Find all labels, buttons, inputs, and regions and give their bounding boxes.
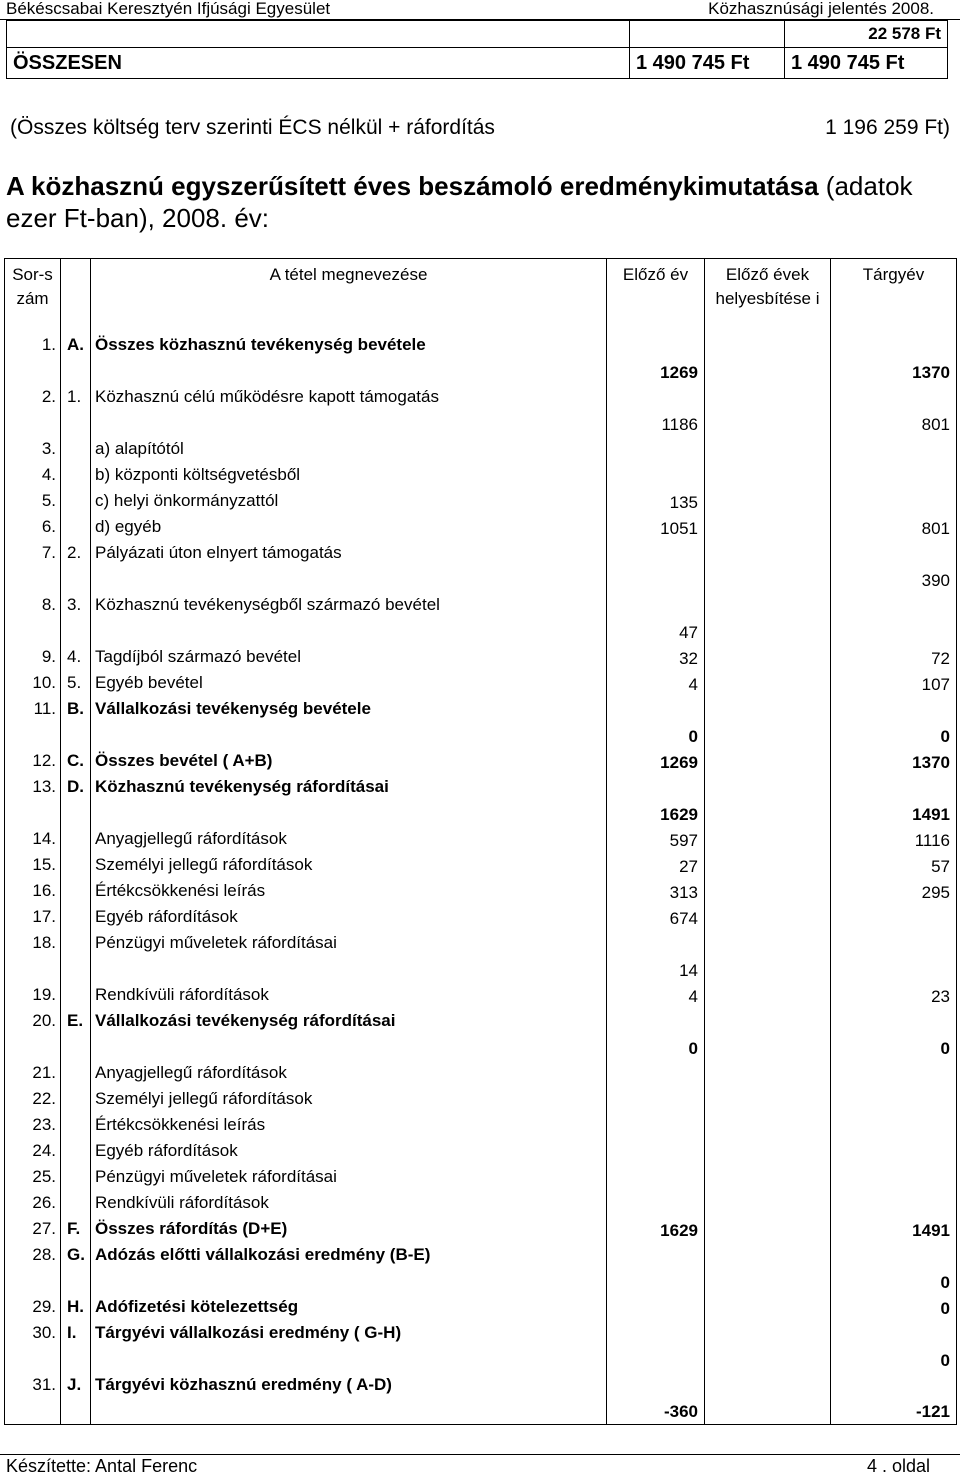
table-row	[5, 385, 957, 437]
table-row	[5, 827, 957, 853]
row-letter: C.	[61, 749, 91, 775]
row-letter: I.	[61, 1321, 91, 1373]
row-correction	[705, 1191, 831, 1217]
row-current-year: 1491	[831, 775, 957, 827]
row-number: 27.	[5, 1217, 61, 1243]
table-row	[5, 983, 957, 1009]
row-current-year	[831, 463, 957, 489]
table-row	[5, 931, 957, 983]
table-row	[5, 1321, 957, 1373]
section-heading	[6, 170, 956, 234]
row-number: 30.	[5, 1321, 61, 1373]
table-row	[5, 1243, 957, 1295]
row-number: 8.	[5, 593, 61, 645]
table-row	[5, 1087, 957, 1113]
row-current-year: 0	[831, 1243, 957, 1295]
row-letter: J.	[61, 1373, 91, 1425]
row-correction	[705, 697, 831, 749]
row-number: 24.	[5, 1139, 61, 1165]
row-number: 22.	[5, 1087, 61, 1113]
row-letter: 3.	[61, 593, 91, 645]
cost-note-left: (Összes költség terv szerinti ÉCS nélkül + ráfordítás	[10, 116, 495, 139]
row-previous-year	[607, 437, 705, 463]
row-name: Összes közhasznú tevékenység bevétele	[91, 333, 607, 385]
row-current-year	[831, 1087, 957, 1113]
row-name: a) alapítótól	[91, 437, 607, 463]
row-letter: B.	[61, 697, 91, 749]
row-letter	[61, 1191, 91, 1217]
row-name: d) egyéb	[91, 515, 607, 541]
row-name: Anyagjellegű ráfordítások	[91, 1061, 607, 1087]
row-letter: 5.	[61, 671, 91, 697]
row-name: Tárgyévi közhasznú eredmény ( A-D)	[91, 1373, 607, 1425]
row-letter	[61, 1113, 91, 1139]
row-number: 1.	[5, 333, 61, 385]
row-current-year	[831, 1139, 957, 1165]
table-row	[5, 1373, 957, 1425]
row-number: 21.	[5, 1061, 61, 1087]
row-name: Értékcsökkenési leírás	[91, 879, 607, 905]
row-current-year: 0	[831, 697, 957, 749]
row-current-year: 72	[831, 645, 957, 671]
row-previous-year	[607, 1087, 705, 1113]
row-current-year: 0	[831, 1295, 957, 1321]
row-previous-year: 14	[607, 931, 705, 983]
row-previous-year: 1269	[607, 749, 705, 775]
row-previous-year: 0	[607, 697, 705, 749]
row-name: Pénzügyi műveletek ráfordításai	[91, 931, 607, 983]
totals-label: ÖSSZESEN	[7, 48, 630, 79]
table-row	[5, 749, 957, 775]
row-number: 18.	[5, 931, 61, 983]
row-letter: G.	[61, 1243, 91, 1295]
row-previous-year: 313	[607, 879, 705, 905]
totals-empty-cell	[630, 21, 785, 48]
row-name: Anyagjellegű ráfordítások	[91, 827, 607, 853]
table-row	[5, 1295, 957, 1321]
row-current-year	[831, 489, 957, 515]
totals-row-top	[7, 21, 948, 48]
row-correction	[705, 827, 831, 853]
row-correction	[705, 489, 831, 515]
totals-table	[6, 20, 948, 79]
row-correction	[705, 1295, 831, 1321]
row-name: Egyéb ráfordítások	[91, 905, 607, 931]
row-previous-year	[607, 1191, 705, 1217]
row-correction	[705, 541, 831, 593]
table-row	[5, 515, 957, 541]
row-previous-year	[607, 1295, 705, 1321]
totals-value-1: 1 490 745 Ft	[630, 48, 785, 79]
table-row	[5, 1217, 957, 1243]
row-correction	[705, 879, 831, 905]
row-name: Személyi jellegű ráfordítások	[91, 1087, 607, 1113]
row-name: Tagdíjból származó bevétel	[91, 645, 607, 671]
table-row	[5, 697, 957, 749]
row-number: 25.	[5, 1165, 61, 1191]
row-letter: 2.	[61, 541, 91, 593]
row-correction	[705, 905, 831, 931]
footer-author: Készítette: Antal Ferenc	[6, 1456, 198, 1476]
row-name: Vállalkozási tevékenység bevétele	[91, 697, 607, 749]
col-header-targyev: Tárgyév	[831, 259, 957, 333]
row-letter: E.	[61, 1009, 91, 1061]
row-current-year	[831, 1113, 957, 1139]
cost-note-right: 1 196 259 Ft)	[825, 116, 950, 139]
table-row	[5, 593, 957, 645]
table-row	[5, 645, 957, 671]
section-heading-bold: A közhasznú egyszerűsített éves beszámoló eredménykimutatása	[6, 171, 819, 201]
row-current-year	[831, 905, 957, 931]
row-previous-year: 1629	[607, 775, 705, 827]
table-row	[5, 1113, 957, 1139]
row-previous-year: 1051	[607, 515, 705, 541]
row-current-year: 1370	[831, 749, 957, 775]
row-letter: H.	[61, 1295, 91, 1321]
row-name: Pályázati úton elnyert támogatás	[91, 541, 607, 593]
row-letter	[61, 463, 91, 489]
row-previous-year	[607, 463, 705, 489]
row-previous-year: 674	[607, 905, 705, 931]
row-current-year	[831, 931, 957, 983]
row-correction	[705, 1373, 831, 1425]
row-correction	[705, 671, 831, 697]
row-letter: D.	[61, 775, 91, 827]
totals-empty-cell	[7, 21, 630, 48]
row-current-year	[831, 1191, 957, 1217]
row-letter	[61, 827, 91, 853]
footer-page-number: 4 . oldal	[866, 1456, 930, 1476]
row-name: Pénzügyi műveletek ráfordításai	[91, 1165, 607, 1191]
row-current-year	[831, 437, 957, 463]
row-letter	[61, 1139, 91, 1165]
col-header-megnevezes: A tétel megnevezése	[91, 259, 607, 333]
row-number: 20.	[5, 1009, 61, 1061]
row-number: 10.	[5, 671, 61, 697]
row-correction	[705, 931, 831, 983]
totals-value-2: 1 490 745 Ft	[785, 48, 948, 79]
header-report-title: Közhasznúsági jelentés 2008.	[708, 0, 934, 18]
row-letter	[61, 905, 91, 931]
table-row	[5, 775, 957, 827]
row-current-year: 0	[831, 1009, 957, 1061]
row-name: Összes ráfordítás (D+E)	[91, 1217, 607, 1243]
row-previous-year: 0	[607, 1009, 705, 1061]
row-name: Vállalkozási tevékenység ráfordításai	[91, 1009, 607, 1061]
row-correction	[705, 1165, 831, 1191]
row-number: 14.	[5, 827, 61, 853]
col-header-sorszam: Sor-szám	[5, 259, 61, 333]
row-number: 28.	[5, 1243, 61, 1295]
row-number: 2.	[5, 385, 61, 437]
row-previous-year: 1186	[607, 385, 705, 437]
row-current-year: 390	[831, 541, 957, 593]
row-previous-year: -360	[607, 1373, 705, 1425]
row-name: Összes bevétel ( A+B)	[91, 749, 607, 775]
income-statement-table	[4, 258, 957, 1425]
row-current-year	[831, 1165, 957, 1191]
row-letter	[61, 931, 91, 983]
row-correction	[705, 437, 831, 463]
row-letter	[61, 437, 91, 463]
table-row	[5, 905, 957, 931]
table-row	[5, 541, 957, 593]
row-previous-year	[607, 1139, 705, 1165]
row-number: 19.	[5, 983, 61, 1009]
row-number: 13.	[5, 775, 61, 827]
table-row	[5, 463, 957, 489]
row-previous-year: 597	[607, 827, 705, 853]
row-name: Rendkívüli ráfordítások	[91, 983, 607, 1009]
row-previous-year: 4	[607, 983, 705, 1009]
row-letter: 1.	[61, 385, 91, 437]
row-letter	[61, 1087, 91, 1113]
row-current-year	[831, 1061, 957, 1087]
row-number: 31.	[5, 1373, 61, 1425]
row-letter: F.	[61, 1217, 91, 1243]
table-row	[5, 1139, 957, 1165]
row-current-year: 295	[831, 879, 957, 905]
row-previous-year	[607, 1061, 705, 1087]
row-name: Adófizetési kötelezettség	[91, 1295, 607, 1321]
col-header-helyesbites: Előző évek helyesbítése i	[705, 259, 831, 333]
col-header-elozo-ev: Előző év	[607, 259, 705, 333]
row-letter	[61, 515, 91, 541]
row-number: 16.	[5, 879, 61, 905]
row-previous-year: 27	[607, 853, 705, 879]
row-name: Adózás előtti vállalkozási eredmény (B-E)	[91, 1243, 607, 1295]
row-number: 29.	[5, 1295, 61, 1321]
table-row	[5, 1165, 957, 1191]
row-name: Rendkívüli ráfordítások	[91, 1191, 607, 1217]
row-name: Személyi jellegű ráfordítások	[91, 853, 607, 879]
row-previous-year	[607, 1243, 705, 1295]
row-correction	[705, 463, 831, 489]
row-correction	[705, 593, 831, 645]
row-previous-year: 4	[607, 671, 705, 697]
row-correction	[705, 983, 831, 1009]
row-number: 4.	[5, 463, 61, 489]
row-number: 6.	[5, 515, 61, 541]
row-current-year: 801	[831, 515, 957, 541]
row-previous-year	[607, 1165, 705, 1191]
row-number: 23.	[5, 1113, 61, 1139]
row-letter	[61, 879, 91, 905]
row-name: Közhasznú tevékenységből származó bevétel	[91, 593, 607, 645]
table-header-row	[5, 259, 957, 333]
table-row	[5, 1009, 957, 1061]
table-row	[5, 489, 957, 515]
row-correction	[705, 1217, 831, 1243]
row-number: 5.	[5, 489, 61, 515]
row-letter: 4.	[61, 645, 91, 671]
row-current-year: 1370	[831, 333, 957, 385]
section-heading-normal: (adatok ezer Ft-ban), 2008. év:	[6, 171, 913, 233]
row-name: Közhasznú célú működésre kapott támogatás	[91, 385, 607, 437]
row-number: 12.	[5, 749, 61, 775]
row-name: Értékcsökkenési leírás	[91, 1113, 607, 1139]
row-current-year	[831, 593, 957, 645]
table-row	[5, 853, 957, 879]
row-name: b) központi költségvetésből	[91, 463, 607, 489]
row-previous-year: 32	[607, 645, 705, 671]
row-letter	[61, 489, 91, 515]
row-correction	[705, 1139, 831, 1165]
row-correction	[705, 645, 831, 671]
row-name: Egyéb bevétel	[91, 671, 607, 697]
table-row	[5, 1061, 957, 1087]
row-previous-year: 1629	[607, 1217, 705, 1243]
row-number: 3.	[5, 437, 61, 463]
table-row	[5, 437, 957, 463]
row-correction	[705, 749, 831, 775]
row-correction	[705, 1243, 831, 1295]
row-number: 26.	[5, 1191, 61, 1217]
table-row	[5, 333, 957, 385]
row-correction	[705, 1061, 831, 1087]
row-name: c) helyi önkormányzattól	[91, 489, 607, 515]
row-previous-year	[607, 1113, 705, 1139]
table-row	[5, 1191, 957, 1217]
totals-top-value: 22 578 Ft	[785, 21, 948, 48]
row-correction	[705, 1321, 831, 1373]
row-current-year: 23	[831, 983, 957, 1009]
row-number: 11.	[5, 697, 61, 749]
row-correction	[705, 515, 831, 541]
row-name: Közhasznú tevékenység ráfordításai	[91, 775, 607, 827]
table-row	[5, 671, 957, 697]
totals-row-sum	[7, 48, 948, 79]
row-correction	[705, 333, 831, 385]
row-correction	[705, 1087, 831, 1113]
footer-divider	[0, 1454, 960, 1455]
row-correction	[705, 385, 831, 437]
row-current-year: 107	[831, 671, 957, 697]
row-letter	[61, 1165, 91, 1191]
row-current-year: 1491	[831, 1217, 957, 1243]
row-name: Egyéb ráfordítások	[91, 1139, 607, 1165]
row-previous-year: 1269	[607, 333, 705, 385]
row-number: 7.	[5, 541, 61, 593]
row-number: 15.	[5, 853, 61, 879]
row-name: Tárgyévi vállalkozási eredmény ( G-H)	[91, 1321, 607, 1373]
row-previous-year	[607, 1321, 705, 1373]
row-letter	[61, 983, 91, 1009]
table-row	[5, 879, 957, 905]
row-letter: A.	[61, 333, 91, 385]
row-current-year: 57	[831, 853, 957, 879]
row-previous-year: 47	[607, 593, 705, 645]
row-letter	[61, 853, 91, 879]
row-previous-year	[607, 541, 705, 593]
header-organization: Békéscsabai Keresztyén Ifjúsági Egyesület	[6, 0, 331, 18]
row-current-year: 0	[831, 1321, 957, 1373]
row-correction	[705, 775, 831, 827]
row-correction	[705, 1113, 831, 1139]
row-correction	[705, 1009, 831, 1061]
row-letter	[61, 1061, 91, 1087]
row-current-year: -121	[831, 1373, 957, 1425]
row-previous-year: 135	[607, 489, 705, 515]
row-current-year: 801	[831, 385, 957, 437]
row-number: 9.	[5, 645, 61, 671]
col-header-letter	[61, 259, 91, 333]
row-number: 17.	[5, 905, 61, 931]
row-correction	[705, 853, 831, 879]
row-current-year: 1116	[831, 827, 957, 853]
